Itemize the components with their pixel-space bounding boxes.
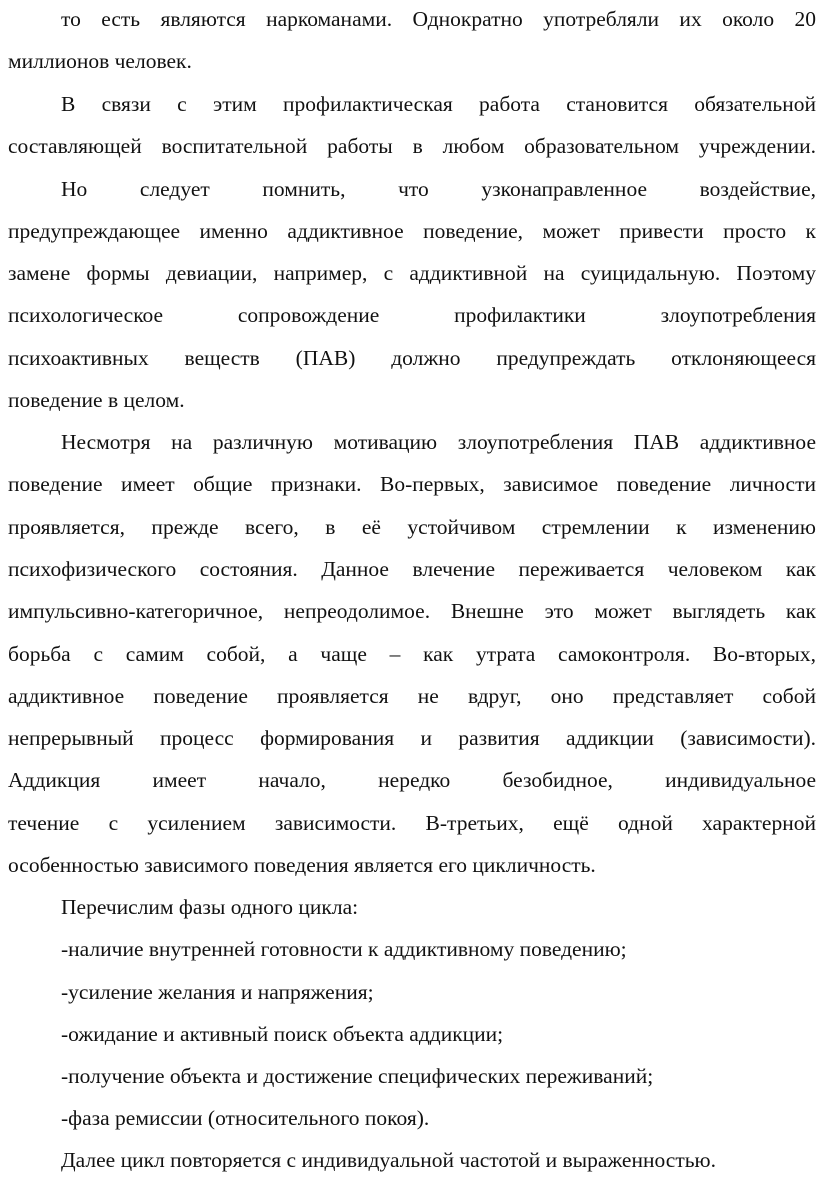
text-line: поведение в целом. [8, 388, 185, 412]
text-line: Но следует помнить, что узконаправленное воздействие, [61, 177, 816, 201]
text-line: психоактивных веществ (ПАВ) должно предупреждать отклоняющееся [8, 346, 816, 370]
text-line: Перечислим фазы одного цикла: [61, 895, 359, 919]
list-item: -наличие внутренней готовности к аддиктивному поведению; [61, 937, 627, 961]
list-item: -получение объекта и достижение специфических переживаний; [61, 1064, 654, 1088]
text-line: импульсивно-категоричное, непреодолимое. Внешне это может выглядеть как [8, 599, 816, 623]
list-item: -ожидание и активный поиск объекта аддикции; [61, 1022, 504, 1046]
text-line: особенностью зависимого поведения является его цикличность. [8, 853, 596, 877]
text-line: предупреждающее именно аддиктивное поведение, может привести просто к [8, 219, 816, 243]
text-line: Несмотря на различную мотивацию злоупотребления ПАВ аддиктивное [61, 430, 816, 454]
text-line: борьба с самим собой, а чаще – как утрата самоконтроля. Во-вторых, [8, 642, 816, 666]
text-line: замене формы девиации, например, с аддиктивной на суицидальную. Поэтому [8, 261, 816, 285]
text-line: В связи с этим профилактическая работа становится обязательной [61, 92, 816, 116]
text-line: проявляется, прежде всего, в её устойчивом стремлении к изменению [8, 515, 816, 539]
text-line: миллионов человек. [8, 49, 192, 73]
text-line: Аддикция имеет начало, нередко безобидное, индивидуальное [8, 768, 816, 792]
list-item: -фаза ремиссии (относительного покоя). [61, 1106, 430, 1130]
text-line: аддиктивное поведение проявляется не вдруг, оно представляет собой [8, 684, 816, 708]
text-line: то есть являются наркоманами. Однократно употребляли их около 20 [61, 7, 816, 31]
text-line: непрерывный процесс формирования и развития аддикции (зависимости). [8, 726, 816, 750]
text-line: составляющей воспитательной работы в любом образовательном учреждении. [8, 134, 816, 158]
text-line: Далее цикл повторяется с индивидуальной частотой и выраженностью. [61, 1148, 716, 1172]
text-line: течение с усилением зависимости. В-третьих, ещё одной характерной [8, 811, 816, 835]
list-item: -усиление желания и напряжения; [61, 980, 374, 1004]
text-line: поведение имеет общие признаки. Во-первых, зависимое поведение личности [8, 472, 816, 496]
text-line: психофизического состояния. Данное влечение переживается человеком как [8, 557, 816, 581]
text-line: психологическое сопровождение профилактики злоупотребления [8, 303, 816, 327]
